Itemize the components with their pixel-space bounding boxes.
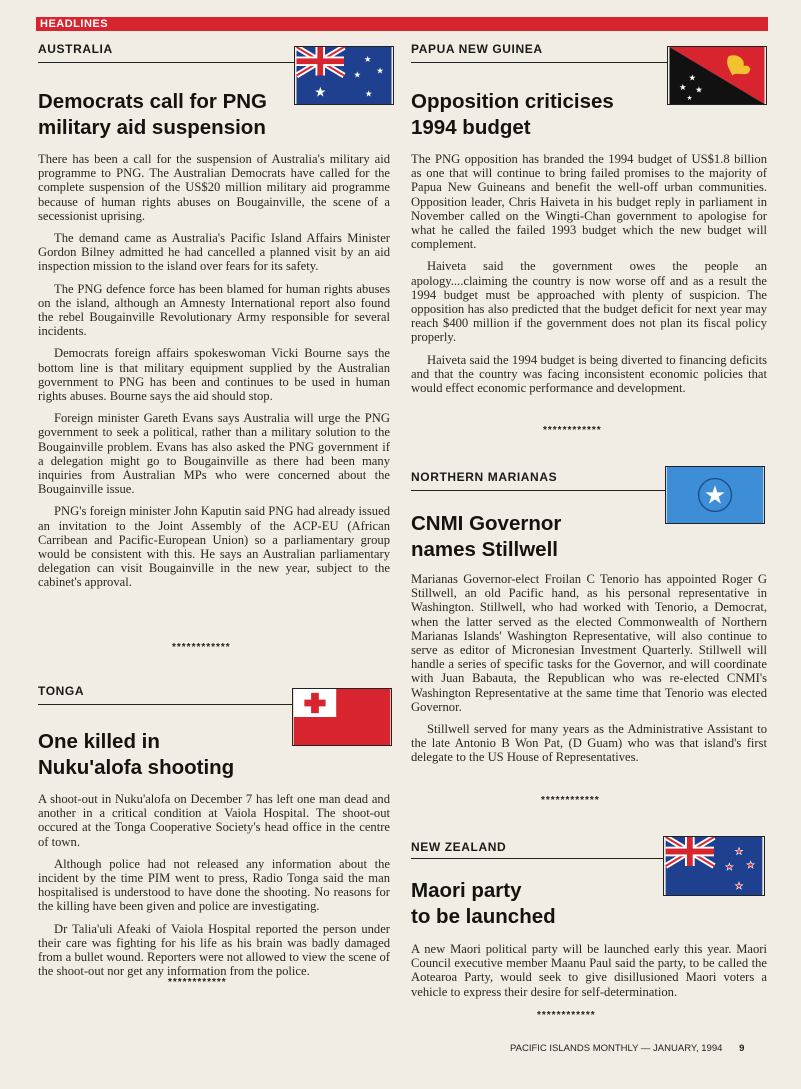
section-rule (411, 858, 663, 859)
marianas-flag-icon (665, 466, 765, 524)
separator-stars: ************ (168, 977, 227, 988)
new-zealand-flag-icon (663, 836, 765, 896)
png-flag-icon (667, 46, 767, 105)
separator-stars: ************ (541, 795, 600, 806)
headline-line-2: military aid suspension (38, 116, 266, 139)
headline (411, 878, 663, 930)
paragraph: Marianas Governor-elect Froilan C Tenorio has appointed Roger G Stillwell, an old Pacific hand, as his personal representative in Washington. Stillwell, who had worked with Tenorio, a Democrat, when the latter served as the elected Commonwealth of Northern Marianas Islands' Washington Representative, will also continue to serve as editor of Micronesian Investment Quarterly. Stillwell will handle a series of specific tasks for the Governor, and will coordinate with Juan Babauta, the Republican who was re-elected CNMI's Washington Representative at the same time that Tenorio was elected Governor. (411, 572, 767, 714)
svg-text:★: ★ (363, 54, 372, 65)
paragraph: Democrats foreign affairs spokeswoman Vicki Bourne says the bottom line is that military equipment supplied by the Australian government to PNG has been and continues to be used in human rights abuses. Bourne says the aid should stop. (38, 346, 390, 404)
page-number: 9 (739, 1043, 745, 1054)
article-body (411, 152, 767, 403)
headline-line-2: 1994 budget (411, 116, 531, 139)
article-body (411, 942, 767, 1007)
country-label: AUSTRALIA (38, 42, 113, 56)
svg-text:★: ★ (353, 69, 362, 80)
australia-flag-icon (294, 46, 394, 105)
country-label: NEW ZEALAND (411, 840, 507, 854)
headlines-band: HEADLINES (36, 17, 768, 31)
headline (38, 729, 292, 781)
country-label: TONGA (38, 684, 85, 698)
svg-text:★: ★ (746, 859, 756, 871)
svg-text:★: ★ (314, 84, 327, 100)
page-footer (510, 1043, 744, 1054)
svg-text:★: ★ (679, 81, 687, 92)
country-label: PAPUA NEW GUINEA (411, 42, 543, 56)
paragraph: Haiveta said the government owes the people an apology....claiming the country is now worse off and as a result the 1994 budget must be approached with plenty of suspicion. The opposition has also predicted that the budget deficit for next year may reach $400 million if the government does not plan its fiscal policy properly. (411, 259, 767, 345)
paragraph: Stillwell served for many years as the Administrative Assistant to the late Antonio B Won Pat, (D Guam) who was that island's first delegate to the US House of Representatives. (411, 722, 767, 765)
svg-text:★: ★ (364, 88, 373, 99)
svg-text:★: ★ (686, 95, 693, 103)
paragraph: A shoot-out in Nuku'alofa on December 7 has left one man dead and another in a critical condition at Vaiola Hospital. The shoot-out occured at the Tonga Cooperative Society's head office in the centre of town. (38, 792, 390, 849)
paragraph: There has been a call for the suspension of Australia's military aid programme to PNG. The Australian Democrats have called for the complete suspension of the US$20 million military aid programme because of human rights abuses on Bougainville, the scene of a secessionist uprising. (38, 152, 390, 223)
svg-text:★: ★ (695, 84, 703, 95)
paragraph: Haiveta said the 1994 budget is being diverted to financing deficits and that the country was facing inconsistent economic policies that would effect economic performance and development. (411, 352, 767, 396)
svg-text:★: ★ (703, 482, 727, 510)
article-body (38, 792, 390, 986)
article-body (411, 572, 767, 773)
headline (411, 89, 667, 141)
paragraph: PNG's foreign minister John Kaputin said PNG had already issued an invitation to the Joint Assembly of the ACP-EU (African Carribean and Pacific-European Union) so a parliamentary group would be consistent with this. He says an Australian parliamentary delegation can visit Bougainville in the new year, subject to the cabinet's approval. (38, 504, 390, 590)
article-body (38, 152, 390, 598)
svg-text:★: ★ (376, 65, 384, 76)
separator-stars: ************ (543, 425, 602, 436)
svg-text:★: ★ (725, 861, 734, 873)
headline-line-1: Opposition criticises (411, 90, 614, 113)
svg-text:★: ★ (734, 846, 744, 858)
paragraph: Dr Talia'uli Afeaki of Vaiola Hospital reported the person under their care was fighting for his life as his brain was badly damaged from a bullet wound. Reporters were not allowed to view the scene of the shoot-out nor get any information from the police. (38, 921, 390, 979)
paragraph: The demand came as Australia's Pacific Island Affairs Minister Gordon Bilney admitted he had cancelled a planned visit by an aid inspection mission to the island over fears for its safety. (38, 231, 390, 274)
separator-stars: ************ (172, 642, 231, 653)
svg-text:★: ★ (688, 72, 697, 83)
headline-line-2: to be launched (411, 905, 556, 928)
paragraph: Foreign minister Gareth Evans says Australia will urge the PNG government to seek a political, rather than a military solution to the Bougainville problem. Evans has also asked the PNG government if a delegation might go to Bougainville as there had been many inquiries from Australian MPs who were concerned about the Bougainville issue. (38, 411, 390, 497)
paragraph: The PNG opposition has branded the 1994 budget of US$1.8 billion as one that will continue to bring failed promises to the majority of Papua New Guineans and benefit the well-off urban communities. Opposition leader, Chris Haiveta in his budget reply in parliament in November called on the Wingti-Chan government to apologise for what he called the failed 1993 budget which the new budget will complement. (411, 152, 767, 252)
footer-publication: PACIFIC ISLANDS MONTHLY — JANUARY, 1994 (510, 1043, 723, 1054)
section-rule (411, 490, 665, 491)
headline-line-1: CNMI Governor (411, 512, 562, 535)
paragraph: A new Maori political party will be launched early this year. Maori Council executive member Maanu Paul said the party, to be called the Aotearoa Party, would seek to give disillusioned Maori voters a vehicle to express their desire for self-determination. (411, 942, 767, 999)
headline (411, 511, 665, 563)
headline-line-2: names Stillwell (411, 538, 558, 561)
section-rule (411, 62, 667, 63)
headline-line-1: Democrats call for PNG (38, 90, 267, 113)
headline (38, 89, 298, 141)
paragraph: Although police had not released any information about the incident by the time PIM went to press, Radio Tonga said the man hospitalised is understood to have done the shooting. No reasons for the killing have been given and police are investigating. (38, 856, 390, 914)
tonga-flag-icon (292, 688, 392, 746)
headline-line-2: Nuku'alofa shooting (38, 756, 235, 779)
paragraph: The PNG defence force has been blamed for human rights abuses on the island, although an Amnesty International report also found the rebel Bougainville Revolutionary Army responsible for several incidents. (38, 281, 390, 339)
svg-text:★: ★ (734, 881, 744, 893)
section-rule (38, 704, 292, 705)
separator-stars: ************ (537, 1010, 596, 1021)
section-rule (38, 62, 294, 63)
headline-line-1: One killed in (38, 730, 160, 753)
country-label: NORTHERN MARIANAS (411, 470, 558, 484)
headline-line-1: Maori party (411, 879, 522, 902)
